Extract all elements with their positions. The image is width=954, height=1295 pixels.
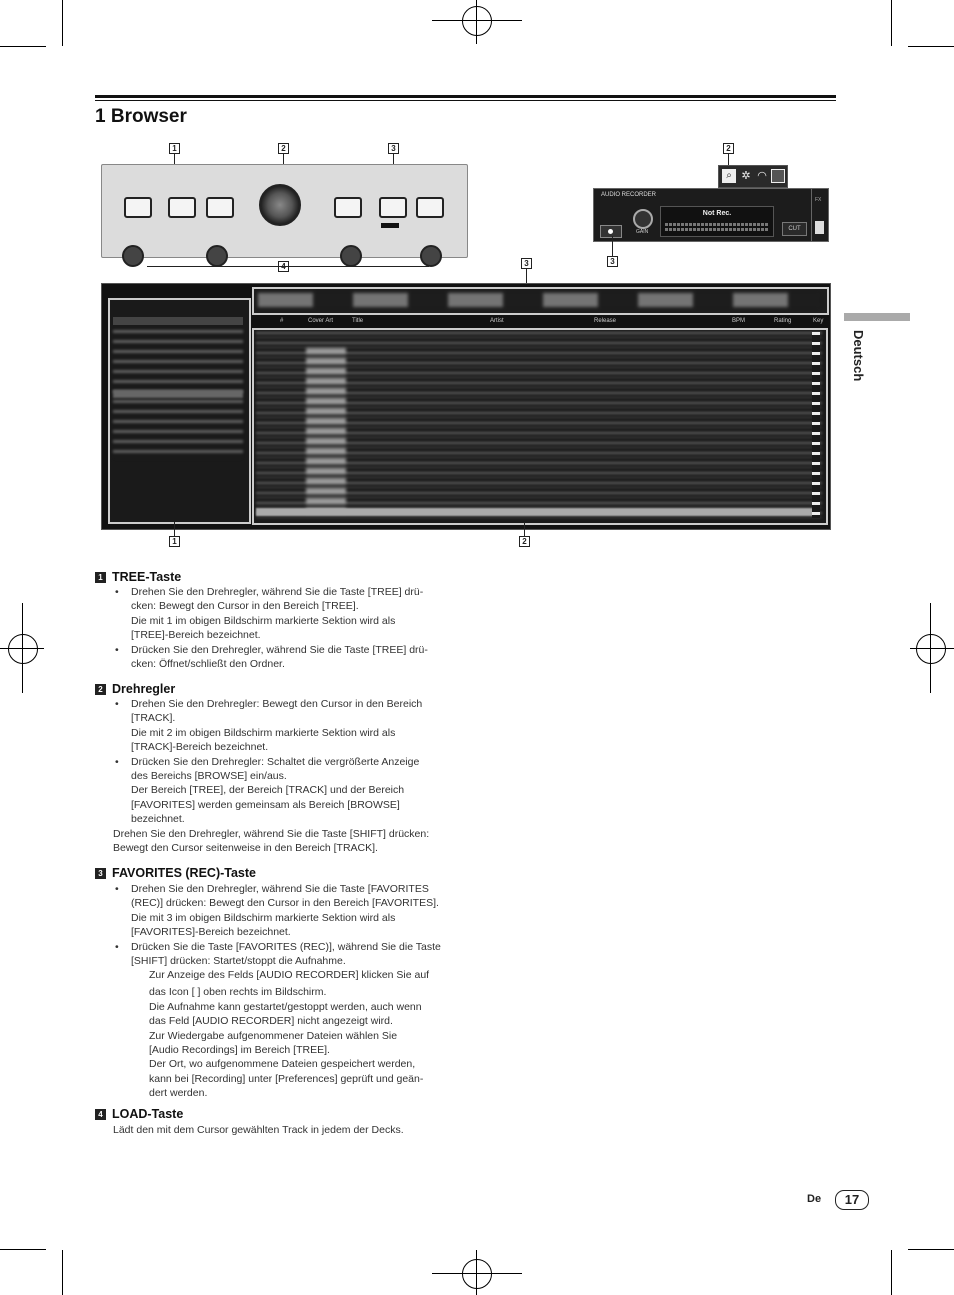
leader-line [174, 522, 175, 536]
search-icon[interactable]: ⌕ [722, 169, 736, 183]
callout-2: 2 [519, 536, 530, 547]
section-title: LOAD-Taste [112, 1107, 184, 1121]
tree-selected-item [113, 390, 243, 398]
section-body-note [113, 827, 458, 856]
eq-knob [340, 245, 362, 267]
recorder-title: AUDIO RECORDER [601, 192, 657, 198]
col-header-cover: Cover Art [308, 318, 334, 324]
crop-mark [0, 46, 46, 47]
section-heading [95, 866, 256, 880]
col-header-artist: Artist [490, 318, 504, 324]
section-number: 1 [95, 572, 106, 583]
favorites-section [252, 287, 829, 315]
callout-2: 2 [723, 143, 734, 154]
rec-indicator [381, 223, 399, 228]
text-line: bezeichnet. [131, 813, 185, 826]
text-line: Der Bereich [TREE], der Bereich [TRACK] und der Bereich [131, 784, 405, 797]
cover-art-column [306, 348, 346, 513]
crop-mark [908, 46, 954, 47]
crop-mark [891, 1250, 892, 1295]
col-header-key: Key [813, 318, 824, 324]
track-section [252, 328, 828, 525]
load-button-left[interactable] [124, 197, 152, 218]
section-number: 2 [95, 684, 106, 695]
text-line: Zur Wiedergabe aufgenommener Dateien wählen Sie [149, 1029, 398, 1042]
crop-mark [891, 0, 892, 46]
tree-search-bar [113, 317, 243, 325]
text-line: [FAVORITES]-Bereich bezeichnet. [131, 926, 291, 939]
fx-side-panel [811, 188, 829, 242]
text-line: • Drücken Sie den Drehregler, während Sie die Taste [TREE] drü- [131, 643, 461, 657]
text-line: des Bereichs [BROWSE] ein/aus. [131, 770, 287, 783]
callout-2: 2 [278, 143, 289, 154]
col-header-release: Release [594, 318, 617, 324]
section-number: 4 [95, 1109, 106, 1120]
crop-mark [62, 0, 63, 46]
text-line: [Audio Recordings] im Bereich [TREE]. [149, 1044, 330, 1057]
language-tab-bar [844, 313, 910, 321]
recorder-status: Not Rec. [702, 210, 732, 217]
text-line: [TRACK]. [131, 712, 176, 725]
leader-line [524, 522, 525, 536]
registration-mark [462, 6, 492, 36]
text-line: dert werden. [149, 1087, 208, 1100]
crop-mark [62, 1250, 63, 1295]
text-line: cken: Öffnet/schließt den Ordner. [131, 658, 285, 671]
text-line: Lädt den mit dem Cursor gewählten Track in jedem der Decks. [113, 1124, 404, 1136]
headphones-icon[interactable]: ◠ [757, 170, 767, 182]
section-body [113, 1123, 458, 1137]
registration-mark [476, 1250, 477, 1295]
rotary-selector-knob[interactable] [259, 184, 301, 226]
level-meter-left [665, 223, 769, 226]
favorites-slots [258, 293, 820, 307]
text-line: • Drehen Sie den Drehregler, während Sie die Taste [TREE] drü- [131, 585, 461, 599]
registration-mark [8, 634, 38, 664]
page-title: 1 Browser [95, 106, 187, 127]
text-line: (REC)] drücken: Bewegt den Cursor in den Bereich [FAVORITES]. [131, 897, 439, 910]
recorder-panel-icon[interactable] [771, 169, 785, 183]
text-line: • Drehen Sie den Drehregler, während Sie die Taste [FAVORITES [131, 882, 461, 896]
text-line: Der Ort, wo aufgenommene Dateien gespeichert werden, [149, 1058, 416, 1071]
leader-line [147, 266, 429, 267]
language-tab-label: Deutsch [851, 330, 866, 382]
section-body-indented [149, 968, 459, 1101]
record-dot-icon [608, 229, 613, 234]
text-line: [SHIFT] drücken: Startet/stoppt die Aufnahme. [131, 955, 346, 968]
eq-knob [122, 245, 144, 267]
controller-panel [101, 164, 468, 258]
text-line: Bewegt den Cursor seitenweise in den Bereich [TRACK]. [113, 842, 378, 855]
cut-button[interactable]: CUT [782, 222, 807, 236]
text-line: Drehen Sie den Drehregler, während Sie die Taste [SHIFT] drücken: [113, 828, 430, 840]
audio-recorder-panel [593, 188, 813, 242]
text-line: Die mit 1 im obigen Bildschirm markierte Sektion wird als [131, 614, 396, 627]
crop-mark [0, 1249, 46, 1250]
text-line: [TRACK]-Bereich bezeichnet. [131, 741, 269, 754]
gain-label: GAIN [636, 229, 649, 235]
fx-label: FX [815, 197, 822, 203]
text-line: • Drücken Sie den Drehregler: Schaltet die vergrößerte Anzeige [131, 755, 461, 769]
browser-toolbar-icons [718, 165, 788, 188]
recorder-display [660, 206, 774, 237]
registration-mark [432, 1273, 522, 1274]
section-title: TREE-Taste [112, 570, 182, 584]
callout-1: 1 [169, 536, 180, 547]
record-button[interactable] [600, 225, 622, 238]
leader-line [728, 153, 729, 165]
text-line: cken: Bewegt den Cursor in den Bereich [TREE]. [131, 600, 359, 613]
section-heading [95, 570, 181, 584]
section-body [131, 585, 461, 671]
text-line: [FAVORITES] werden gemeinsam als Bereich [BROWSE] [131, 798, 400, 811]
text-line: das Feld [AUDIO RECORDER] nicht angezeigt wird. [149, 1015, 393, 1028]
section-body [131, 882, 461, 968]
text-line: Die mit 2 im obigen Bildschirm markierte Sektion wird als [131, 726, 396, 739]
text-line: Die mit 3 im obigen Bildschirm markierte Sektion wird als [131, 911, 396, 924]
gear-icon[interactable]: ✲ [741, 170, 751, 182]
browser-screenshot [101, 283, 831, 530]
load-button-3[interactable] [334, 197, 362, 218]
load-button-right[interactable] [416, 197, 444, 218]
load-button-2[interactable] [206, 197, 234, 218]
text-line: kann bei [Recording] unter [Preferences] geprüft und geän- [149, 1072, 424, 1085]
text-line: Die Aufnahme kann gestartet/gestoppt werden, auch wenn [149, 1000, 422, 1013]
text-line: • Drehen Sie den Drehregler: Bewegt den Cursor in den Bereich [131, 697, 461, 711]
favorites-rec-button[interactable] [379, 197, 407, 218]
eq-knob [206, 245, 228, 267]
text-line: • Drücken Sie die Taste [FAVORITES (REC)], während Sie die Taste [131, 940, 461, 954]
callout-3: 3 [388, 143, 399, 154]
text-line: Zur Anzeige des Felds [AUDIO RECORDER] klicken Sie auf [149, 969, 430, 981]
section-title: Drehregler [112, 682, 176, 696]
registration-mark [462, 1259, 492, 1289]
callout-3: 3 [521, 258, 532, 269]
key-column [812, 332, 820, 518]
crop-mark [908, 1249, 954, 1250]
footer-language: De [807, 1193, 822, 1205]
leader-line [612, 236, 613, 257]
section-number: 3 [95, 868, 106, 879]
header-rule [95, 100, 836, 101]
registration-mark [22, 603, 23, 693]
callout-3: 3 [607, 256, 618, 267]
registration-mark [476, 0, 477, 44]
fx-toggle[interactable] [815, 221, 824, 234]
col-header-rating: Rating [774, 318, 792, 324]
registration-mark [916, 634, 946, 664]
gain-knob[interactable] [633, 209, 653, 229]
tree-section [108, 298, 251, 524]
callout-1: 1 [169, 143, 180, 154]
eq-knob [420, 245, 442, 267]
page-number: 17 [835, 1190, 869, 1210]
col-header-title: Title [352, 318, 364, 324]
registration-mark [930, 603, 931, 693]
col-header-bpm: BPM [732, 318, 746, 324]
section-heading [95, 1107, 183, 1121]
tree-button[interactable] [168, 197, 196, 218]
registration-mark [432, 20, 522, 21]
track-selected-row [256, 508, 816, 516]
section-body [131, 697, 461, 827]
level-meter-right [665, 228, 769, 231]
header-rule [95, 95, 836, 98]
text-line: das Icon [ ] oben rechts im Bildschirm. [149, 986, 327, 999]
registration-mark [910, 648, 954, 649]
text-line: [TREE]-Bereich bezeichnet. [131, 629, 261, 642]
section-heading [95, 682, 175, 696]
section-title: FAVORITES (REC)-Taste [112, 866, 256, 880]
col-header-num: # [280, 318, 284, 324]
